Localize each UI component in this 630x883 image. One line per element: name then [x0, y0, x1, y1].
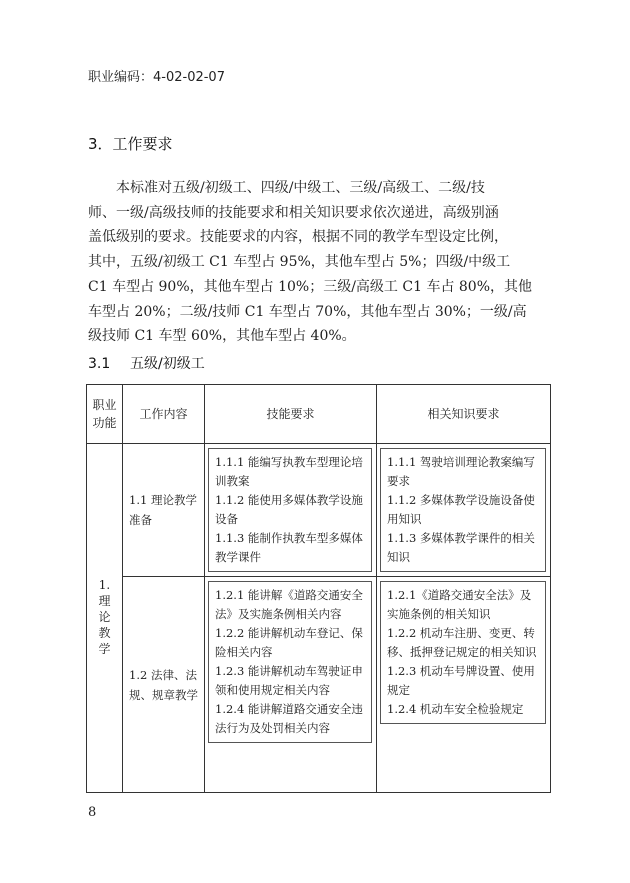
- header-skill: 技能要求: [205, 385, 377, 444]
- occupation-code: 职业编码：4-02-02-07: [88, 70, 225, 85]
- table-row: [87, 444, 551, 577]
- intro-line: 级技师 C1 车型 60%，其他车型占 40%。: [88, 328, 356, 345]
- skill-item: 1.1.1 能编写执教车型理论培训教案: [215, 455, 363, 488]
- knowledge-item: 1.1.1 驾驶培训理论教案编写要求: [387, 455, 535, 488]
- page-number: 8: [88, 805, 97, 820]
- section-title: 3．工作要求: [88, 135, 173, 153]
- skill-item: 1.1.3 能制作执教车型多媒体教学课件: [215, 531, 363, 564]
- skill-item: 1.2.1 能讲解《道路交通安全法》及实施条例相关内容: [215, 588, 363, 621]
- knowledge-item: 1.2.4 机动车安全检验规定: [387, 702, 524, 716]
- skill-box: [208, 448, 372, 572]
- intro-line: C1 车型占 90%，其他车型占 10%；三级/高级工 C1 车占 80%，其他: [88, 278, 533, 295]
- subsection-title: [88, 353, 205, 373]
- table-header-row: [87, 385, 551, 444]
- header-knowledge: 相关知识要求: [377, 385, 551, 444]
- function-cell: [87, 444, 123, 793]
- knowledge-cell: [377, 577, 551, 793]
- subsection-label: 五级/初级工: [130, 356, 205, 372]
- knowledge-box: [380, 581, 546, 724]
- function-label: 1.理论教学: [98, 578, 111, 656]
- header-work: 工作内容: [123, 385, 205, 444]
- table-row: [87, 577, 551, 793]
- work-cell: [123, 577, 205, 793]
- knowledge-item: 1.2.2 机动车注册、变更、转移、抵押登记规定的相关知识: [387, 626, 537, 659]
- intro-line: 车型占 20%；二级/技师 C1 车型占 70%，其他车型占 30%；一级/高: [88, 303, 527, 320]
- intro-line: 师、一级/高级技师的技能要求和相关知识要求依次递进，高级别涵: [88, 204, 499, 221]
- requirements-table: [86, 384, 551, 793]
- knowledge-item: 1.2.1《道路交通安全法》及实施条例的相关知识: [387, 588, 532, 621]
- skill-box: [208, 581, 372, 743]
- knowledge-cell: [377, 444, 551, 577]
- intro-line: 其中，五级/初级工 C1 车型占 95%，其他车型占 5%；四级/中级工: [88, 254, 511, 271]
- work-label: 1.1 理论教学准备: [129, 493, 197, 527]
- header-function: [87, 385, 123, 444]
- work-label: 1.2 法律、法规、规章教学: [129, 667, 198, 702]
- knowledge-item: 1.2.3 机动车号牌设置、使用规定: [387, 664, 535, 697]
- work-cell: [123, 444, 205, 577]
- header-function-line1: 职业: [92, 398, 117, 412]
- skill-cell: [205, 444, 377, 577]
- skill-item: 1.2.4 能讲解道路交通安全违法行为及处罚相关内容: [215, 702, 363, 735]
- knowledge-item: 1.1.2 多媒体教学设施设备使用知识: [387, 493, 535, 526]
- skill-cell: [205, 577, 377, 793]
- skill-item: 1.2.2 能讲解机动车登记、保险相关内容: [215, 626, 363, 659]
- knowledge-item: 1.1.3 多媒体教学课件的相关知识: [387, 531, 535, 564]
- intro-line: 盖低级别的要求。技能要求的内容，根据不同的教学车型设定比例，: [88, 229, 508, 246]
- header-function-line2: 功能: [92, 416, 117, 430]
- intro-line: 本标准对五级/初级工、四级/中级工、三级/高级工、二级/技: [116, 180, 485, 196]
- intro-paragraph: [88, 176, 550, 349]
- skill-item: 1.2.3 能讲解机动车驾驶证申领和使用规定相关内容: [215, 664, 363, 697]
- knowledge-box: [380, 448, 546, 572]
- subsection-number: 3.1: [88, 356, 111, 372]
- skill-item: 1.1.2 能使用多媒体教学设施设备: [215, 493, 363, 526]
